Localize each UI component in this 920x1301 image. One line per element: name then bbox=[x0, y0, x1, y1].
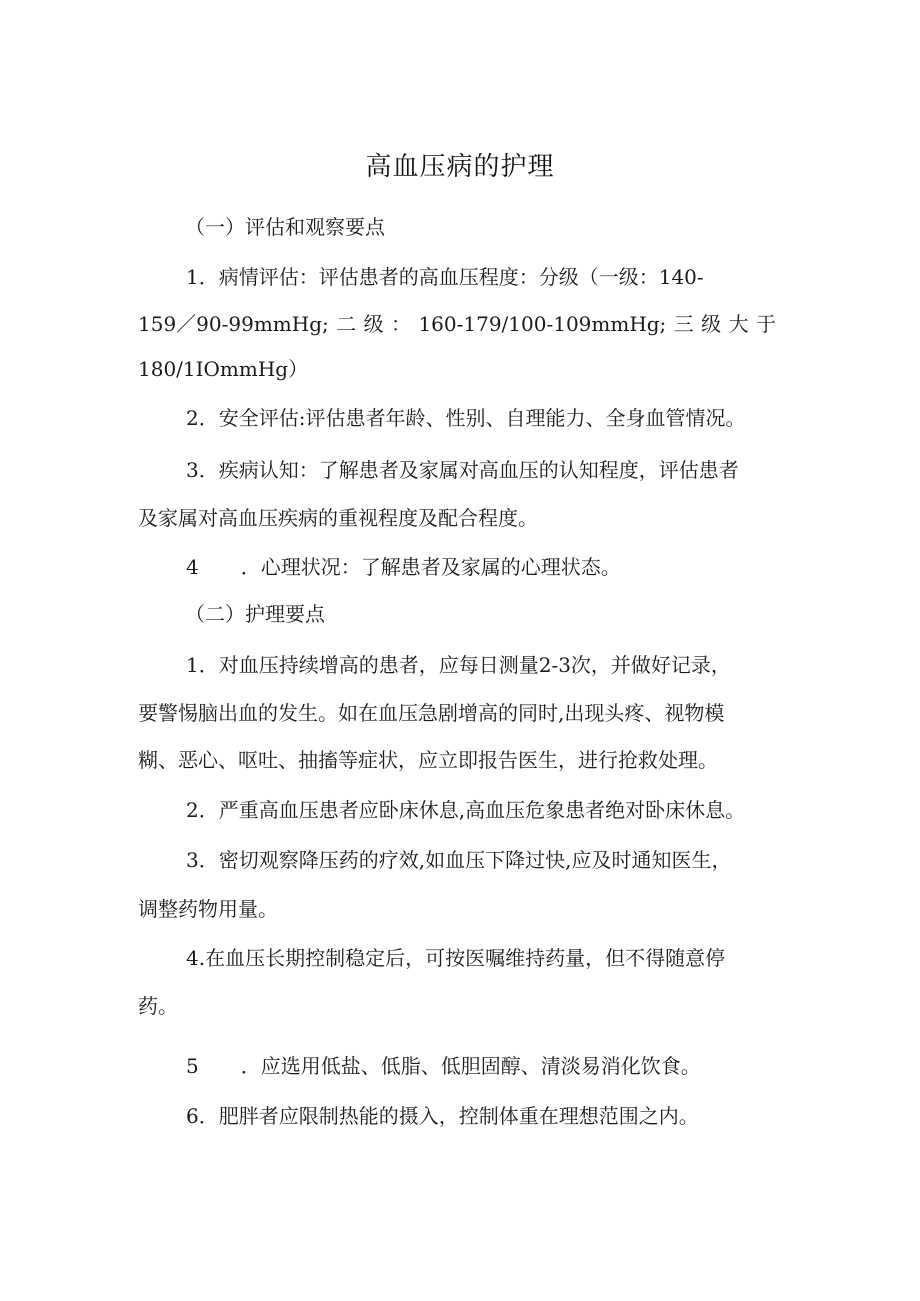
paragraph-line-justified: 159／90-99mmHg; 二 级 ： 160-179/100-109mmHg; 三 级 大 于 bbox=[138, 312, 776, 336]
paragraph-line: 要警惕脑出血的发生。如在血压急剧增高的同时,出现头疼、视物模 bbox=[138, 701, 725, 725]
paragraph-line: 药。 bbox=[138, 994, 178, 1018]
paragraph-line: 1．病情评估：评估患者的高血压程度：分级（一级：140- bbox=[186, 265, 704, 289]
paragraph-line: 5 ．应选用低盐、低脂、低胆固醇、清淡易消化饮食。 bbox=[186, 1054, 701, 1078]
paragraph-line: 调整药物用量。 bbox=[138, 897, 278, 921]
paragraph-line: 1．对血压持续增高的患者，应每日测量2-3次，并做好记录， bbox=[186, 653, 731, 677]
paragraph-line: 180/1IOmmHg） bbox=[138, 357, 309, 381]
paragraph-line: 2．安全评估:评估患者年龄、性别、自理能力、全身血管情况。 bbox=[186, 406, 746, 430]
paragraph-line: 4.在血压长期控制稳定后，可按医嘱维持药量，但不得随意停 bbox=[186, 946, 726, 970]
paragraph-line: 及家属对高血压疾病的重视程度及配合程度。 bbox=[138, 506, 538, 530]
paragraph-line: 3．密切观察降压药的疗效,如血压下降过快,应及时通知医生， bbox=[186, 848, 732, 872]
paragraph-line: 4 ．心理状况：了解患者及家属的心理状态。 bbox=[186, 555, 621, 579]
section-heading-nursing: （二）护理要点 bbox=[185, 602, 325, 626]
page-title: 高血压病的护理 bbox=[365, 152, 555, 182]
paragraph-line: 2．严重高血压患者应卧床休息,高血压危象患者绝对卧床休息。 bbox=[186, 798, 746, 822]
section-heading-assessment: （一）评估和观察要点 bbox=[185, 215, 385, 239]
paragraph-line: 3．疾病认知：了解患者及家属对高血压的认知程度，评估患者 bbox=[186, 458, 739, 482]
paragraph-line: 6．肥胖者应限制热能的摄入，控制体重在理想范围之内。 bbox=[186, 1104, 699, 1128]
paragraph-line: 糊、恶心、呕吐、抽搐等症状，应立即报告医生，进行抢救处理。 bbox=[138, 748, 718, 772]
